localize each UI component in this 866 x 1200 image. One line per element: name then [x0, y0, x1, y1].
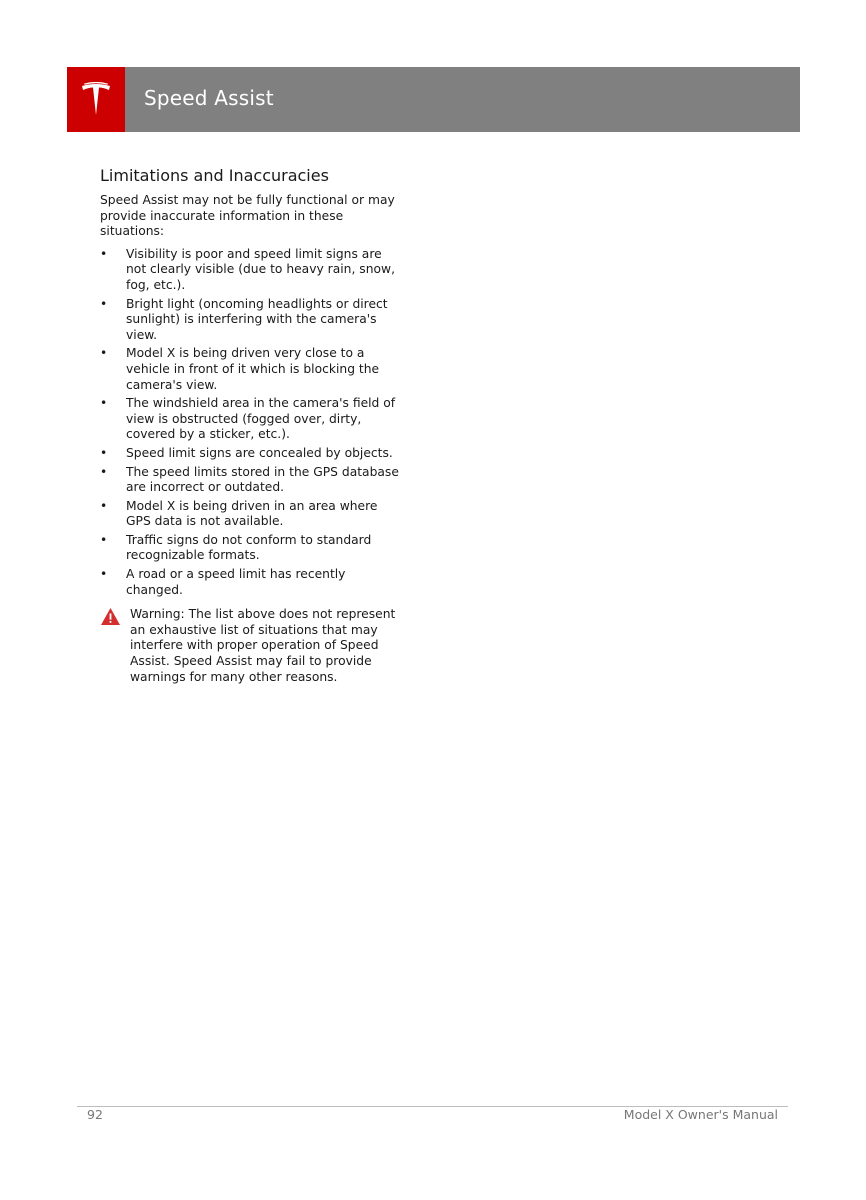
bullet-mark: • — [100, 246, 108, 261]
section-title: Speed Assist — [144, 86, 274, 110]
logo-box — [67, 67, 125, 132]
warning-text: Warning: The list above does not represent an exhaustive list of situations that may interfere with proper operation of Speed Assist. Speed Assist may fail to provide warnings for many other reasons. — [130, 607, 396, 684]
list-item — [100, 396, 400, 443]
tesla-logo-icon — [79, 81, 113, 119]
list-item-text: Model X is being driven in an area where GPS data is not available. — [126, 498, 378, 529]
list-item-text: A road or a speed limit has recently changed. — [126, 567, 346, 597]
list-item — [100, 499, 400, 530]
list-item — [100, 346, 400, 393]
list-item-text: Model X is being driven very close to a vehicle in front of it which is blocking the camera's view. — [126, 346, 380, 392]
section-header-bar — [67, 67, 800, 132]
bullet-mark: • — [100, 296, 108, 311]
list-item-text: Bright light (oncoming headlights or direct sunlight) is interfering with the camera's view. — [126, 296, 388, 342]
list-item — [100, 446, 400, 462]
intro-paragraph: Speed Assist may not be fully functional or may provide inaccurate information in these situations: — [100, 193, 395, 239]
bullet-mark: • — [100, 567, 108, 582]
list-item — [100, 297, 400, 344]
content-column — [100, 166, 400, 685]
list-item-text: Traffic signs do not conform to standard recognizable formats. — [126, 532, 372, 563]
bullet-mark: • — [100, 396, 108, 411]
bullet-mark: • — [100, 445, 108, 460]
list-item-text: Visibility is poor and speed limit signs are not clearly visible (due to heavy rain, snow, fog, etc.). — [126, 246, 395, 292]
warning-callout — [100, 607, 400, 685]
list-item-text: The windshield area in the camera's field of view is obstructed (fogged over, dirty, covered by a sticker, etc.). — [126, 396, 396, 442]
limitations-list — [100, 247, 400, 598]
manual-title: Model X Owner's Manual — [623, 1107, 778, 1122]
list-item — [100, 465, 400, 496]
list-item — [100, 567, 400, 598]
bullet-mark: • — [100, 532, 108, 547]
list-item-text: The speed limits stored in the GPS database are incorrect or outdated. — [126, 464, 399, 495]
bullet-mark: • — [100, 464, 108, 479]
list-item-text: Speed limit signs are concealed by objects. — [126, 445, 393, 460]
list-item — [100, 533, 400, 564]
section-heading: Limitations and Inaccuracies — [100, 166, 329, 185]
bullet-mark: • — [100, 498, 108, 513]
bullet-mark: • — [100, 346, 108, 361]
warning-triangle-icon — [100, 607, 121, 626]
list-item — [100, 247, 400, 294]
page-number: 92 — [87, 1107, 103, 1122]
